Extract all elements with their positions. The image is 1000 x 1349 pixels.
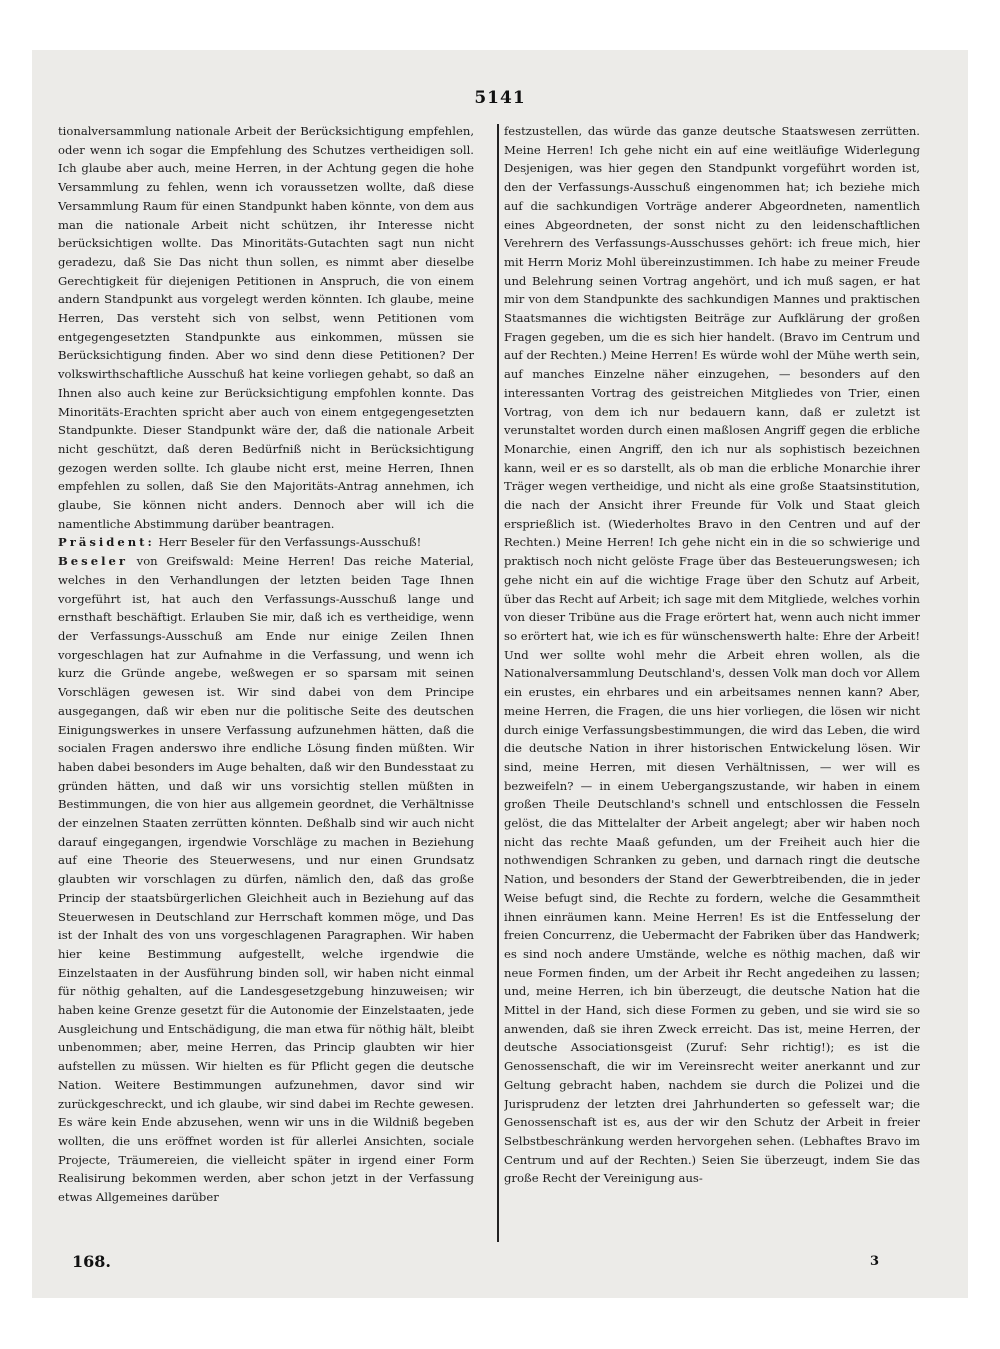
- paragraph: [58, 533, 474, 552]
- speaker-name: Präsident:: [58, 535, 155, 550]
- paragraph: [58, 552, 474, 1207]
- left-column: [58, 122, 474, 1244]
- printer-signature: 3: [870, 1254, 880, 1269]
- speaker-name: Beseler: [58, 554, 128, 569]
- paragraph-text: Herr Beseler für den Verfassungs-Ausschuß!: [154, 535, 422, 550]
- paragraph: festzustellen, das würde das ganze deutsche Staatswesen zerrütten. Meine Herren! Ich gehe nicht ein auf eine weitläufige Widerlegung Desjenigen, was hier gegen den Standpunkt vorgeführt worden ist, den der Verfassungs-Ausschuß eingenommen hat; ich beziehe mich auf die sachkundigen Vorträge anderer Abgeordneten, namentlich eines Abgeordneten, der sonst nicht zu den leidenschaftlichen Verehrern des Verfassungs-Ausschusses gehört: ich freue mich, hier mit Herrn Moriz Mohl übereinzustimmen. Ich habe zu meiner Freude und Belehrung seinen Vortrag angehört, und ich muß sagen, er hat mir von dem Standpunkte des sachkundigen Mannes und praktischen Staatsmannes die wichtigsten Beiträge zur Aufklärung der großen Fragen gegeben, um die es sich hier handelt. (Bravo im Centrum und auf der Rechten.) Meine Herren! Es würde wohl der Mühe werth sein, auf manches Einzelne näher einzugehen, — besonders auf den interessanten Vortrag des geistreichen Mitgliedes von Trier, einen Vortrag, von dem ich nur bedauern kann, daß er zuletzt ist verunstaltet worden durch einen maßlosen Angriff gegen die erbliche Monarchie, einen Angriff, den ich nur als sophistisch bezeichnen kann, weil er es so darstellt, als ob man die erbliche Monarchie ihrer Träger wegen vertheidige, und nicht als eine große Staatsinstitution, die nach der Ansicht ihrer Freunde für Volk und Staat gleich ersprießlich ist. (Wiederholtes Bravo in den Centren und auf der Rechten.) Meine Herren! Ich gehe nicht ein in die so schwierige und praktisch noch nicht gelöste Frage über das Besteuerungswesen; ich gehe nicht ein auf die wichtige Frage über den Schutz auf Arbeit, über das Recht auf Arbeit; ich sage mit dem Mitgliede, welches vorhin von dieser Tribüne aus die Frage erörtert hat, wenn auch nicht immer so erörtert hat, wie ich es für wünschenswerth halte: Ehre der Arbeit! Und wer sollte wohl mehr die Arbeit ehren wollen, als die Nationalversammlung Deutschland's, dessen Volk man doch vor Allem ein erustes, ein ehrbares und ein arbeitsames nennen kann? Aber, meine Herren, die Fragen, die uns hier vorliegen, die lösen wir nicht durch einige Verfassungsbestimmungen, die wird das Leben, die wird die deutsche Nation in ihrer historischen Entwickelung lösen. Wir sind, meine Herren, mit diesen Verhältnissen, — wer will es bezweifeln? — in einem Uebergangszustande, wir haben in einem großen Theile Deutschland's schnell und entschlossen die Fesseln gelöst, die das Mittelalter der Arbeit angelegt; aber wir haben noch nicht das rechte Maaß gefunden, um der Freiheit auch hier die nothwendigen Schranken zu geben, und darnach ringt die deutsche Nation, und besonders der Stand der Gewerbtreibenden, die in jeder Weise befugt sind, die Rechte zu fordern, welche die Gesammtheit ihnen einräumen kann. Meine Herren! Es ist die Entfesselung der freien Concurrenz, die Uebermacht der Fabriken über das Handwerk; es sind noch andere Umstände, welche es nöthig machen, daß wir neue Formen finden, um der Arbeit ihr Recht angedeihen zu lassen; und, meine Herren, ich bin überzeugt, die deutsche Nation hat die Mittel in der Hand, sich diese Formen zu geben, und sie wird sie so anwenden, daß sie ihren Zweck erreicht. Das ist, meine Herren, der deutsche Associationsgeist (Zuruf: Sehr richtig!); es ist die Genossenschaft, die wir im Vereinsrecht weiter anerkannt und zur Geltung gebracht haben, nachdem sie durch die Polizei und die Jurisprudenz der letzten drei Jahrhunderten so gefesselt war; die Genossenschaft ist es, aus der wir den Schutz der Arbeit in freier Selbstbeschränkung werden hervorgehen sehen. (Lebhaftes Bravo im Centrum und auf der Rechten.) Seien Sie überzeugt, indem Sie das große Recht der Vereinigung aus-: [504, 124, 920, 1186]
- page-number: 5141: [474, 88, 526, 108]
- sheet-number: 168.: [72, 1252, 111, 1271]
- paragraph: tionalversammlung nationale Arbeit der Berücksichtigung empfehlen, oder wenn ich sogar die Empfehlung des Schutzes vertheidigen soll. Ich glaube aber auch, meine Herren, in der Achtung gegen die hohe Versammlung zu fehlen, wenn ich voraussetzen wollte, daß diese Versammlung Raum für einen Standpunkt haben könnte, von dem aus man die nationale Arbeit nicht schützen, ihr Interesse nicht berücksichtigen wollte. Das Minoritäts-Gutachten sagt nun nicht geradezu, daß Sie Das nicht thun sollen, es nimmt aber dieselbe Gerechtigkeit für diejenigen Petitionen in Anspruch, die von einem andern Standpunkt aus vorgelegt werden könnten. Ich glaube, meine Herren, Das versteht sich von selbst, wenn Petitionen vom entgegengesetzten Standpunkte aus einkommen, müssen sie Berücksichtigung finden. Aber wo sind denn diese Petitionen? Der volkswirthschaftliche Ausschuß hat keine vorliegen gehabt, so daß an Ihnen also auch keine zur Berücksichtigung empfohlen konnte. Das Minoritäts-Erachten spricht aber auch von einem entgegengesetzten Standpunkte. Dieser Standpunkt wäre der, daß die nationale Arbeit nicht geschützt, daß deren Bedürfniß nicht in Berücksichtigung gezogen werden sollte. Ich glaube nicht erst, meine Herren, Ihnen empfehlen zu sollen, daß Sie den Majoritäts-Antrag annehmen, ich glaube, Sie können nicht anders. Dennoch aber will ich die namentliche Abstimmung darüber beantragen.: [58, 124, 474, 531]
- document-page: [32, 50, 968, 1298]
- right-column: [504, 122, 920, 1244]
- paragraph-text: von Greifswald: Meine Herren! Das reiche Material, welches in den Verhandlungen der letzten beiden Tage Ihnen vorgeführt ist, hat auch den Verfassungs-Ausschuß lange und ernsthaft beschäftigt. Erlauben Sie mir, daß ich es vertheidige, wenn der Verfassungs-Ausschuß am Ende nur einige Zeilen Ihnen vorgeschlagen hat zur Aufnahme in die Verfassung, und wenn ich kurz die Gründe angebe, weßwegen er so sparsam mit seinen Vorschlägen gewesen ist. Wir sind dabei von dem Principe ausgegangen, daß wir eben nur die politische Seite des deutschen Einigungswerkes in unsere Verfassung aufzunehmen hätten, daß die socialen Fragen anderswo ihre endliche Lösung finden müßten. Wir haben dabei besonders im Auge behalten, daß wir den Bundesstaat zu gründen hätten, und daß wir uns vorsichtig stellen müßten in Bestimmungen, die von hier aus allgemein geordnet, die Verhältnisse der einzelnen Staaten zerrütten könnten. Deßhalb sind wir auch nicht darauf eingegangen, irgendwie Vorschläge zu machen in Beziehung auf eine Theorie des Steuerwesens, und nur einen Grundsatz glaubten wir vorschlagen zu dürfen, nämlich den, daß das große Princip der staatsbürgerlichen Gleichheit auch in Beziehung auf das Steuerwesen in Deutschland zur Herrschaft kommen möge, und Das ist der Inhalt des von uns vorgeschlagenen Paragraphen. Wir haben hier keine Bestimmung aufgestellt, welche irgendwie die Einzelstaaten in der Ausführung binden soll, wir haben nicht einmal für nöthig gehalten, auf die Landesgesetzgebung hinzuweisen; wir haben keine Grenze gesetzt für die Autonomie der Einzelstaaten, jede Ausgleichung und Entschädigung, die man etwa für nöthig hält, bleibt unbenommen; aber, meine Herren, das Princip glaubten wir hier aufstellen zu müssen. Wir hielten es für Pflicht gegen die deutsche Nation. Weitere Bestimmungen aufzunehmen, davor sind wir zurückgeschreckt, und ich glaube, wir sind dabei im Rechte gewesen. Es wäre kein Ende abzusehen, wenn wir uns in die Wildniß begeben wollten, die uns eröffnet worden ist für allerlei Ansichten, sociale Projecte, Träumereien, die vielleicht später in irgend einer Form Realisirung bekommen werden, aber schon jetzt in der Verfassung etwas Allgemeines darüber: [58, 554, 474, 1205]
- column-divider: [497, 124, 499, 1242]
